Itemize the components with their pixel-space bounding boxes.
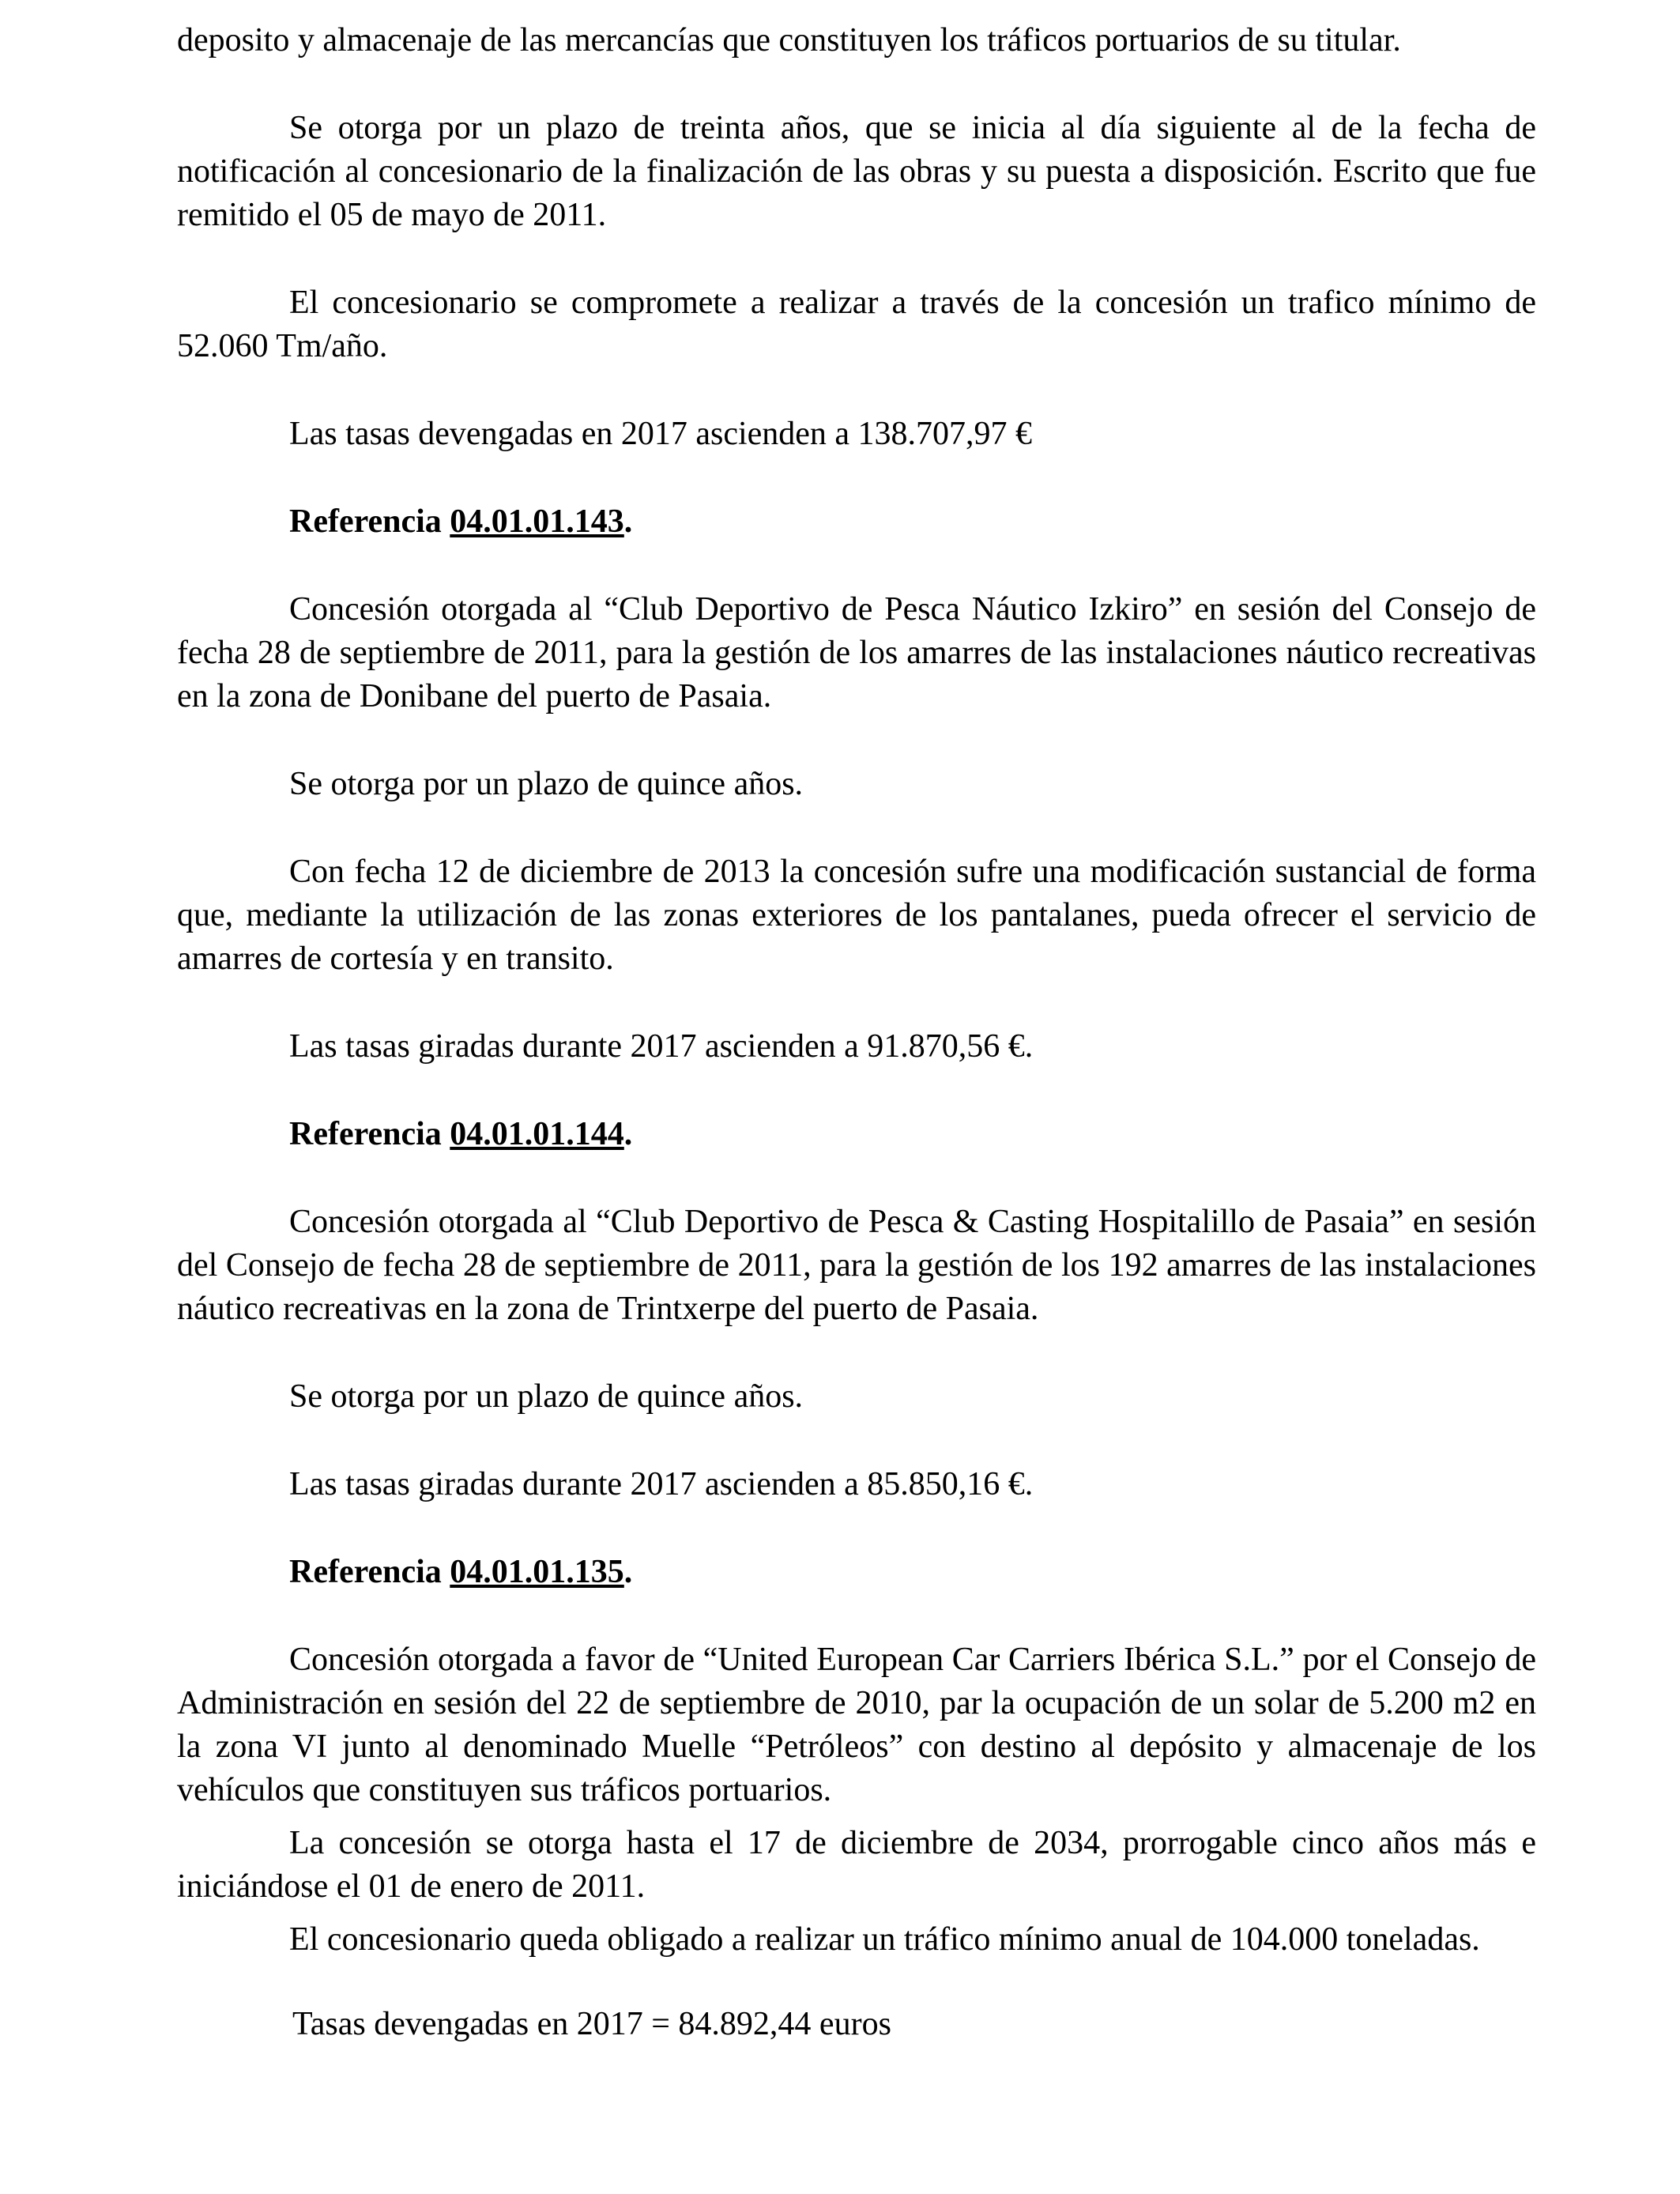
paragraph-minimum-traffic: El concesionario se compromete a realizar a través de la concesión un trafico mínimo de 52.060 Tm/año.	[177, 285, 1536, 364]
paragraph-term-thirty-years: Se otorga por un plazo de treinta años, que se inicia al día siguiente al de la fecha de notificación al concesionario de la finalización de las obras y su puesta a disposición. Escrito que fue remitido el 05 de mayo de 2011.	[177, 110, 1536, 233]
reference-end: .	[623, 1554, 633, 1590]
paragraph-modification: Con fecha 12 de diciembre de 2013 la concesión sufre una modificación sustancial de forma que, mediante la utilización de las zonas exteriores de los pantalanes, pueda ofrecer el servicio de amarres de cortesía y en transito.	[177, 854, 1536, 977]
reference-heading	[177, 1551, 1536, 1594]
reference-label: Referencia	[289, 1116, 450, 1152]
reference-heading	[177, 500, 1536, 544]
reference-end: .	[623, 1116, 633, 1152]
paragraph-concession-uecc: Concesión otorgada a favor de “United European Car Carriers Ibérica S.L.” por el Consejo de Administración en sesión del 22 de septiembre de 2010, par la ocupación de un solar de 5.200 m2 en la zona VI junto al denominado Muelle “Petróleos” con destino al depósito y almacenaje de los vehículos que constituyen sus tráficos portuarios.	[177, 1642, 1536, 1808]
paragraph-fees-2017: Las tasas devengadas en 2017 ascienden a 138.707,97 €	[289, 416, 1033, 452]
paragraph-fees-2017: Las tasas giradas durante 2017 ascienden a 85.850,16 €.	[289, 1466, 1034, 1502]
paragraph-fees-2017: Las tasas giradas durante 2017 ascienden a 91.870,56 €.	[289, 1028, 1034, 1065]
reference-code: 04.01.01.143	[450, 503, 624, 540]
document-page	[177, 19, 1536, 2046]
paragraph-concession-izkiro: Concesión otorgada al “Club Deportivo de Pesca Náutico Izkiro” en sesión del Consejo de fecha 28 de septiembre de 2011, para la gestión de los amarres de las instalaciones náutico recreativas en la zona de Donibane del puerto de Pasaia.	[177, 591, 1536, 714]
reference-code: 04.01.01.135	[450, 1554, 624, 1590]
paragraph-term-fifteen-years: Se otorga por un plazo de quince años.	[289, 766, 804, 802]
paragraph-concession-hospitalillo: Concesión otorgada al “Club Deportivo de Pesca & Casting Hospitalillo de Pasaia” en sesión del Consejo de fecha 28 de septiembre de 2011, para la gestión de los 192 amarres de las instalaciones náutico recreativas en la zona de Trintxerpe del puerto de Pasaia.	[177, 1204, 1536, 1327]
paragraph-continuation: deposito y almacenaje de las mercancías que constituyen los tráficos portuarios de su titular.	[177, 22, 1401, 58]
reference-code: 04.01.01.144	[450, 1116, 624, 1152]
reference-end: .	[623, 503, 633, 540]
paragraph-fees-total: Tasas devengadas en 2017 = 84.892,44 euros	[292, 2006, 891, 2042]
reference-heading	[177, 1113, 1536, 1156]
paragraph-minimum-annual-traffic: El concesionario queda obligado a realizar un tráfico mínimo anual de 104.000 toneladas.	[289, 1921, 1480, 1958]
paragraph-term-fifteen-years: Se otorga por un plazo de quince años.	[289, 1378, 804, 1415]
reference-label: Referencia	[289, 503, 450, 540]
paragraph-term-2034: La concesión se otorga hasta el 17 de diciembre de 2034, prorrogable cinco años más e iniciándose el 01 de enero de 2011.	[177, 1825, 1536, 1905]
reference-label: Referencia	[289, 1554, 450, 1590]
